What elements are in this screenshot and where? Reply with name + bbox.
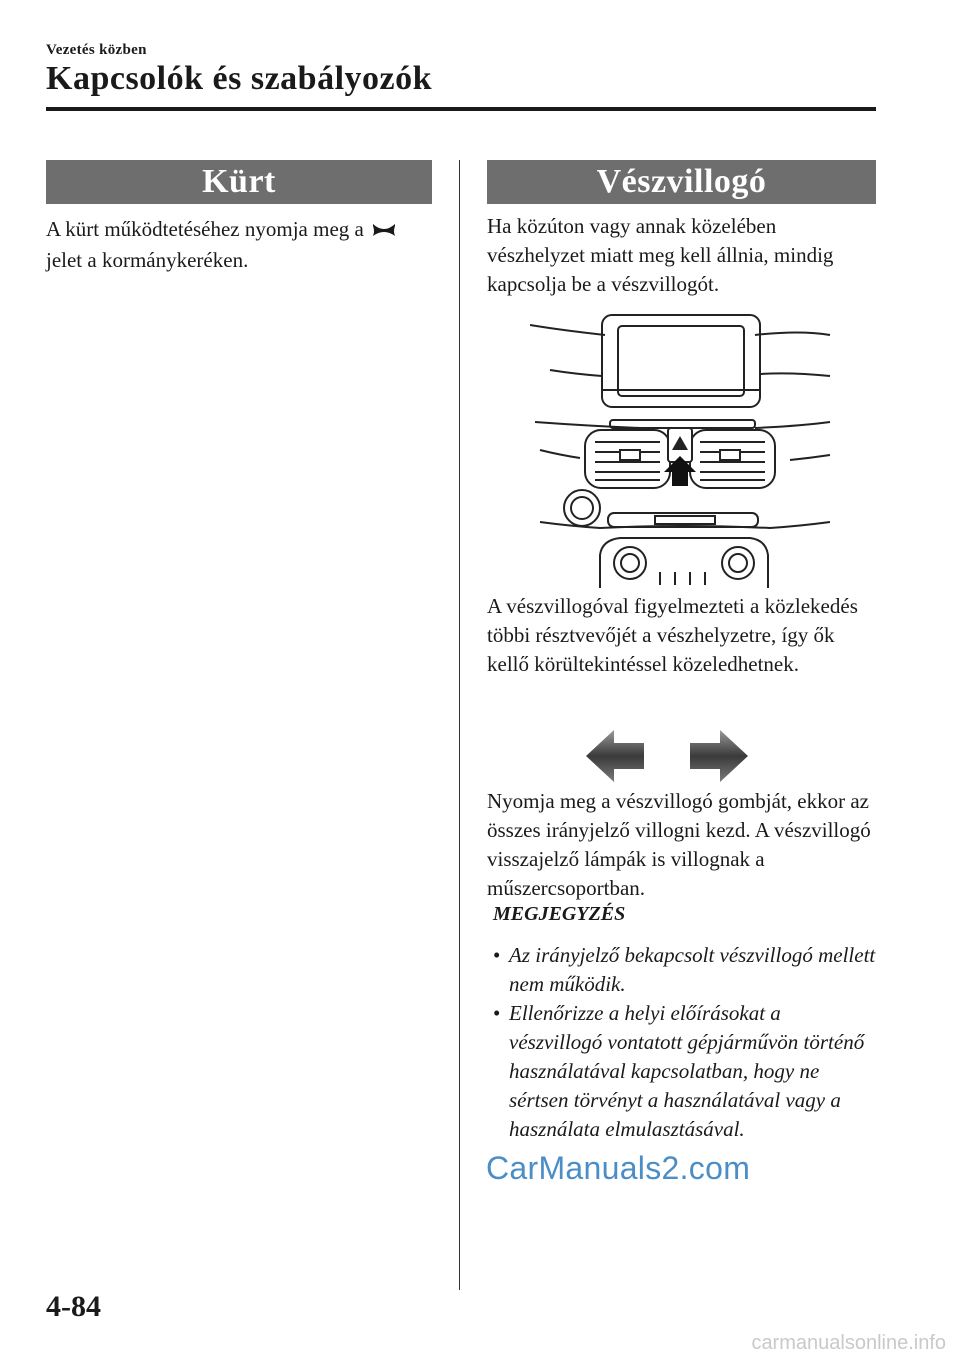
page-number: 4-84	[46, 1290, 101, 1323]
hazard-section-banner	[487, 160, 876, 204]
dashboard-hazard-illustration	[530, 310, 840, 593]
horn-icon	[371, 217, 397, 246]
watermark: CarManuals2.com	[486, 1150, 751, 1186]
bullet-icon: •	[493, 943, 501, 967]
horn-section-title: Kürt	[202, 163, 276, 200]
horn-section-banner	[46, 160, 432, 204]
column-divider	[459, 160, 460, 1290]
hazard-section-title: Vészvillogó	[596, 163, 767, 200]
section-title: Kapcsolók és szabályozók	[46, 60, 433, 97]
header-rule	[46, 107, 876, 111]
chapter-label: Vezetés közben	[46, 42, 147, 58]
hazard-intro-paragraph: Ha közúton vagy annak közelében vészhelyzet miatt meg kell állnia, mindig kapcsolja be a vészvillogót.	[487, 214, 834, 296]
horn-text-after: jelet a kormánykeréken.	[46, 247, 249, 272]
left-arrow-icon	[586, 730, 644, 782]
note-item	[493, 999, 879, 1144]
bullet-icon: •	[493, 1001, 501, 1025]
horn-paragraph	[46, 215, 436, 275]
note-item	[493, 941, 879, 999]
footer-site-watermark: carmanualsonline.info	[751, 1332, 946, 1354]
note-heading: MEGJEGYZÉS	[493, 903, 626, 925]
turn-signal-arrows	[586, 730, 748, 787]
note-text: Az irányjelző bekapcsolt vészvillogó mellett nem működik.	[509, 943, 876, 996]
hazard-warning-paragraph: A vészvillogóval figyelmezteti a közlekedés többi résztvevőjét a vészhelyzetre, így ők kellő körültekintéssel közeledhetnek.	[487, 594, 858, 676]
horn-text-before: A kürt működtetéséhez nyomja meg a	[46, 217, 364, 241]
hazard-press-paragraph: Nyomja meg a vészvillogó gombját, ekkor az összes irányjelző villogni kezd. A vészvillogó visszajelző lámpák is villognak a műszercsoportban.	[487, 789, 871, 900]
right-arrow-icon	[690, 730, 748, 782]
note-list	[493, 941, 879, 1144]
note-text: Ellenőrizze a helyi előírásokat a vészvillogó vontatott gépjárművön történő használatával kapcsolatban, hogy ne sértsen törvényt a használatával vagy a használata elmulasztásával.	[509, 1001, 865, 1141]
